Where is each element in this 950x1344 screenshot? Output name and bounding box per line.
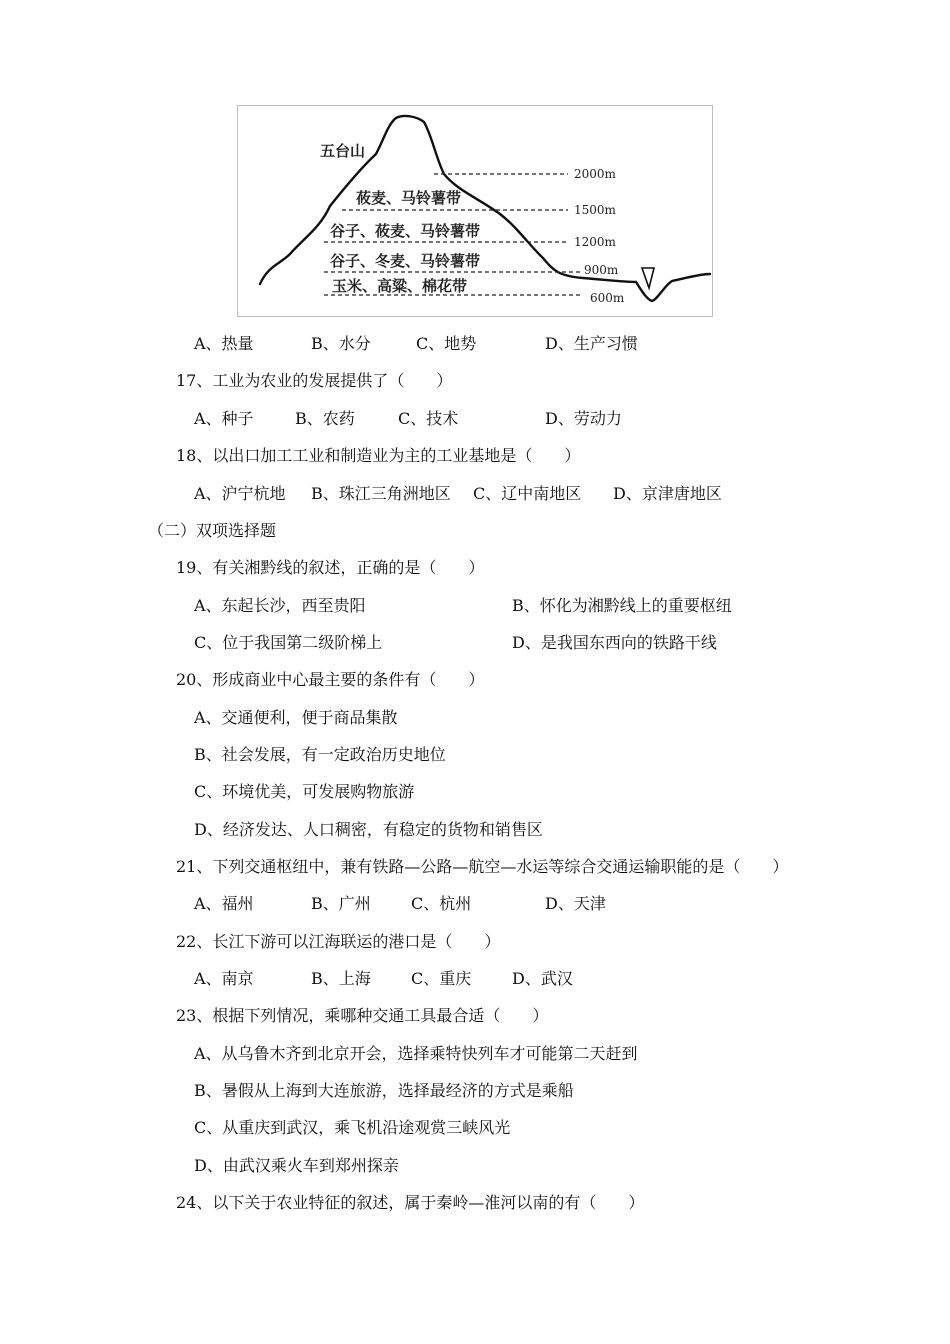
q22-option-a: A、南京: [194, 969, 254, 988]
elevation-label-1500: 1500m: [574, 203, 616, 217]
q16-option-c: C、地势: [416, 334, 477, 353]
zone-label-3: 谷子、冬麦、马铃薯带: [330, 252, 481, 270]
elevation-label-600: 600m: [590, 291, 625, 305]
elevation-label-900: 900m: [584, 263, 619, 277]
q20-stem: 20、形成商业中心最主要的条件有（ ）: [176, 670, 485, 689]
q22-stem: 22、长江下游可以江海联运的港口是（ ）: [176, 932, 501, 951]
q21-option-c: C、杭州: [411, 894, 472, 913]
mountain-name-label: 五台山: [320, 142, 366, 160]
river-marker-icon: [642, 268, 654, 288]
q20-option-b: B、社会发展，有一定政治历史地位: [194, 745, 446, 764]
zone-label-4: 玉米、高粱、棉花带: [332, 277, 468, 295]
elevation-label-2000: 2000m: [574, 167, 616, 181]
q22-option-d: D、武汉: [512, 969, 573, 988]
q22-option-b: B、上海: [311, 969, 371, 988]
q21-option-d: D、天津: [545, 894, 606, 913]
q18-option-b: B、珠江三角洲地区: [311, 484, 451, 503]
q19-option-c: C、位于我国第二级阶梯上: [194, 633, 383, 652]
zone-label-1: 莜麦、马铃薯带: [356, 189, 462, 207]
q19-option-b: B、怀化为湘黔线上的重要枢纽: [512, 596, 732, 615]
q17-option-a: A、种子: [194, 409, 254, 428]
zone-label-2: 谷子、莜麦、马铃薯带: [330, 222, 481, 240]
q16-option-a: A、热量: [194, 334, 254, 353]
q21-stem: 21、下列交通枢纽中，兼有铁路—公路—航空—水运等综合交通运输职能的是（ ）: [176, 857, 789, 876]
q18-option-c: C、辽中南地区: [473, 484, 582, 503]
q16-option-b: B、水分: [311, 334, 371, 353]
q17-option-d: D、劳动力: [545, 409, 622, 428]
q23-option-a: A、从乌鲁木齐到北京开会，选择乘特快列车才可能第二天赶到: [194, 1044, 638, 1063]
q24-stem: 24、以下关于农业特征的叙述，属于秦岭—淮河以南的有（ ）: [176, 1193, 645, 1212]
q21-option-a: A、福州: [194, 894, 254, 913]
q17-option-b: B、农药: [295, 409, 355, 428]
q19-option-a: A、东起长沙，西至贵阳: [194, 596, 366, 615]
q18-stem: 18、以出口加工工业和制造业为主的工业基地是（ ）: [176, 446, 581, 465]
mountain-zonation-figure: [237, 105, 713, 317]
q20-option-a: A、交通便利，便于商品集散: [194, 708, 398, 727]
elevation-label-1200: 1200m: [574, 235, 616, 249]
q19-stem: 19、有关湘黔线的叙述，正确的是（ ）: [176, 558, 485, 577]
q23-stem: 23、根据下列情况，乘哪种交通工具最合适（ ）: [176, 1006, 549, 1025]
q18-option-d: D、京津唐地区: [613, 484, 722, 503]
section-2-title: （二）双项选择题: [148, 521, 277, 540]
q17-stem: 17、工业为农业的发展提供了（ ）: [176, 371, 453, 390]
q23-option-c: C、从重庆到武汉，乘飞机沿途观赏三峡风光: [194, 1118, 511, 1137]
q16-option-d: D、生产习惯: [545, 334, 638, 353]
q20-option-c: C、环境优美，可发展购物旅游: [194, 782, 415, 801]
q18-option-a: A、沪宁杭地: [194, 484, 286, 503]
q22-option-c: C、重庆: [411, 969, 472, 988]
q19-option-d: D、是我国东西向的铁路干线: [512, 633, 717, 652]
q23-option-b: B、暑假从上海到大连旅游，选择最经济的方式是乘船: [194, 1081, 574, 1100]
q23-option-d: D、由武汉乘火车到郑州探亲: [194, 1156, 399, 1175]
q21-option-b: B、广州: [311, 894, 371, 913]
q17-option-c: C、技术: [398, 409, 459, 428]
q20-option-d: D、经济发达、人口稠密，有稳定的货物和销售区: [194, 820, 543, 839]
